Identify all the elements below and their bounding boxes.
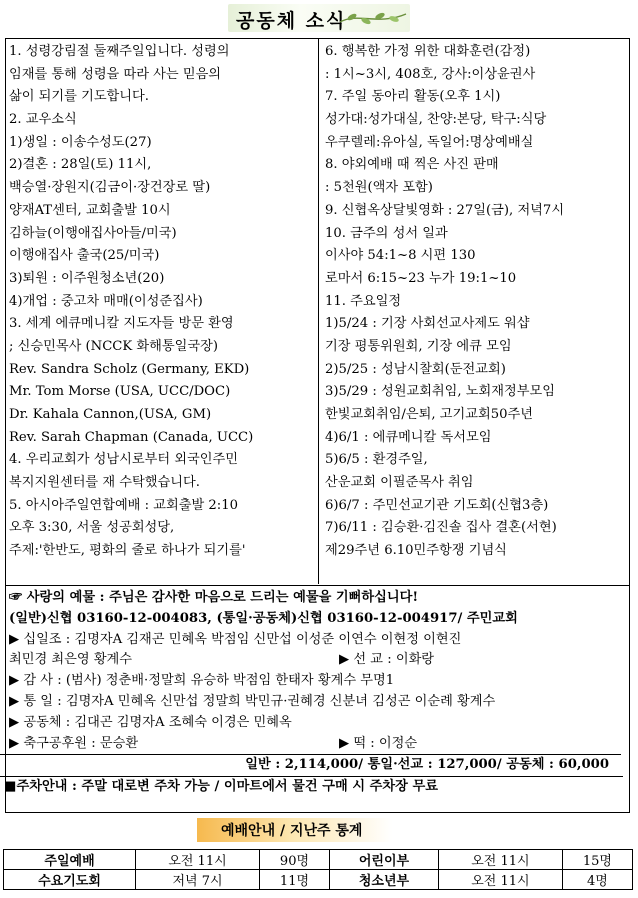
news-line: 우쿠렐레:유아실, 독일어:명상예배실: [325, 134, 534, 150]
stats-cell: 저녁 7시: [136, 870, 260, 890]
stats-cell: 어린이부: [330, 850, 439, 870]
news-line: 임재를 통해 성령을 따라 사는 믿음의: [9, 66, 222, 82]
news-line: 5)6/5 : 환경주일,: [325, 452, 428, 468]
roster-soccer-names: ▶ 축구공후원 : 문승환: [9, 735, 139, 751]
news-line: 8. 야외예배 때 찍은 사진 판매: [325, 157, 499, 173]
right-column: [325, 41, 627, 563]
news-line: 5. 아시아주일연합예배 : 교회출발 2:10: [9, 497, 239, 513]
news-line: 3)5/29 : 성원교회취임, 노회재정부모임: [325, 384, 555, 400]
stats-cell: 4명: [562, 870, 632, 890]
news-line: 7. 주일 동아리 활동(오후 1시): [325, 89, 501, 105]
parking-notice: ■주차안내 : 주말 대로변 주차 가능 / 이마트에서 물건 구매 시 주차장 무료: [0, 776, 623, 798]
roster-line-soccer: [9, 734, 627, 755]
stats-cell: 오전 11시: [438, 870, 562, 890]
news-line: 김하늘(이행애집사아들/미국): [9, 225, 177, 241]
stats-banner: [197, 818, 441, 842]
stats-cell: 11명: [259, 870, 329, 890]
news-line: Dr. Kahala Cannon,(USA, GM): [9, 407, 212, 422]
table-row: [4, 850, 633, 870]
news-line: 산운교회 이필준목사 취임: [325, 475, 474, 491]
news-line: Rev. Sandra Scholz (Germany, EKD): [9, 361, 250, 377]
news-line: 7)6/11 : 김승환·김진솔 집사 결혼(서현): [325, 520, 557, 536]
roster-line-unification: ▶ 통 일 : 김명자A 민혜옥 신만섭 정말희 박민규·권혜경 신분녀 김성곤 이순례 황계수: [9, 693, 496, 709]
news-line: 이행애집사 출국(25/미국): [9, 248, 160, 264]
stats-cell: 90명: [259, 850, 329, 870]
news-line: 3. 세계 에큐메니칼 지도자들 방문 환영: [9, 316, 234, 332]
leaf-decoration-icon: [338, 8, 408, 28]
left-column: [9, 41, 317, 563]
offering-accounts: (일반)신협 03160-12-004083, (통일·공동체)신협 03160-12-004917/ 주민교회: [9, 610, 518, 626]
news-line: 오후 3:30, 서울 성공회성당,: [9, 520, 175, 536]
news-line: Rev. Sarah Chapman (Canada, UCC): [9, 429, 254, 445]
news-line: ; 신승민목사 (NCCK 화해통일국장): [9, 338, 219, 354]
news-line: 4)6/1 : 에큐메니칼 독서모임: [325, 429, 492, 445]
header-banner: [228, 4, 410, 32]
stats-table: [3, 849, 633, 890]
page-title: 공동체 소식: [236, 10, 347, 32]
news-line: 복지지원센터를 재 수탁했습니다.: [9, 475, 200, 491]
stats-cell: 오전 11시: [438, 850, 562, 870]
roster-tithe-names: 최민경 최은영 황계수: [9, 652, 133, 668]
news-line: 6)6/7 : 주민선교기관 기도회(신협3층): [325, 497, 549, 513]
stats-cell: 15명: [562, 850, 632, 870]
table-row: [4, 870, 633, 890]
news-line: 2)결혼 : 28일(토) 11시,: [9, 157, 152, 173]
news-line: 한빛교회취임/은퇴, 고기교회50주년: [325, 407, 533, 422]
stats-cell: 오전 11시: [136, 850, 260, 870]
roster-mission: ▶ 선 교 : 이화랑: [339, 652, 435, 668]
news-line: 이사야 54:1~8 시편 130: [325, 248, 476, 264]
news-line: 11. 주요일정: [325, 293, 402, 309]
news-line: 3)퇴원 : 이주원청소년(20): [9, 270, 165, 286]
news-line: 기장 평통위원회, 기장 에큐 모임: [325, 338, 512, 354]
news-line: 1)5/24 : 기장 사회선교사제도 워샵: [325, 316, 530, 332]
roster-line-thanks: ▶ 감 사 : (범사) 정춘배·정말희 유승하 박점임 한태자 황계수 무명1: [9, 673, 395, 689]
news-line: 로마서 6:15~23 누가 19:1~10: [325, 270, 517, 286]
stats-cell: 수요기도회: [4, 870, 136, 890]
news-line: 제29주년 6.10민주항쟁 기념식: [325, 543, 507, 559]
news-line: Mr. Tom Morse (USA, UCC/DOC): [9, 384, 231, 400]
stats-title: 예배안내 / 지난주 통계: [221, 823, 363, 839]
column-divider: [318, 38, 319, 584]
news-line: 10. 금주의 성서 일과: [325, 225, 448, 241]
news-line: 성가대:성가대실, 찬양:본당, 탁구:식당: [325, 112, 547, 128]
news-line: 주제:'한반도, 평화의 줄로 하나가 되기를': [9, 543, 246, 559]
stats-cell: 청소년부: [330, 870, 439, 890]
news-line: 양재AT센터, 교회출발 10시: [9, 202, 171, 218]
offering-heading: ☞ 사랑의 예물 : 주님은 감사한 마음으로 드리는 예물을 기뻐하십니다!: [9, 590, 419, 605]
news-line: 9. 신협옥상달빛영화 : 27일(금), 저녁7시: [325, 202, 565, 218]
news-line: 백승열·장원지(김금이·장건장로 딸): [9, 180, 211, 196]
news-line: 1. 성령강림절 둘째주일입니다. 성령의: [9, 44, 230, 59]
roster-rice-cake: ▶ 떡 : 이정순: [339, 735, 418, 751]
news-line: 2)5/25 : 성남시찰회(둔전교회): [325, 361, 506, 377]
news-line: : 5천원(액자 포함): [325, 180, 433, 196]
news-line: : 1시~3시, 408호, 강사:이상윤권사: [325, 66, 536, 82]
roster-line-tithe: ▶ 십일조 : 김명자A 김재곤 민혜옥 박점임 신만섭 이성준 이연수 이현정 이현진: [9, 631, 462, 647]
roster-line-community: ▶ 공동체 : 김대곤 김명자A 조혜숙 이경은 민혜옥: [9, 714, 292, 730]
news-line: 1)생일 : 이송수성도(27): [9, 134, 152, 150]
offering-totals: 일반 : 2,114,000/ 통일·선교 : 127,000/ 공동체 : 60,000: [0, 754, 621, 776]
news-line: 2. 교우소식: [9, 112, 77, 128]
stats-cell: 주일예배: [4, 850, 136, 870]
roster-line-tithe-cont: [9, 650, 627, 671]
news-line: 삶이 되기를 기도합니다.: [9, 89, 149, 105]
news-line: 4. 우리교회가 성남시로부터 외국인주민: [9, 452, 238, 468]
news-line: 6. 행복한 가정 위한 대화훈련(감정): [325, 44, 531, 59]
offering-section: [4, 588, 627, 798]
news-line: 4)개업 : 중고차 매매(이성준집사): [9, 293, 203, 309]
